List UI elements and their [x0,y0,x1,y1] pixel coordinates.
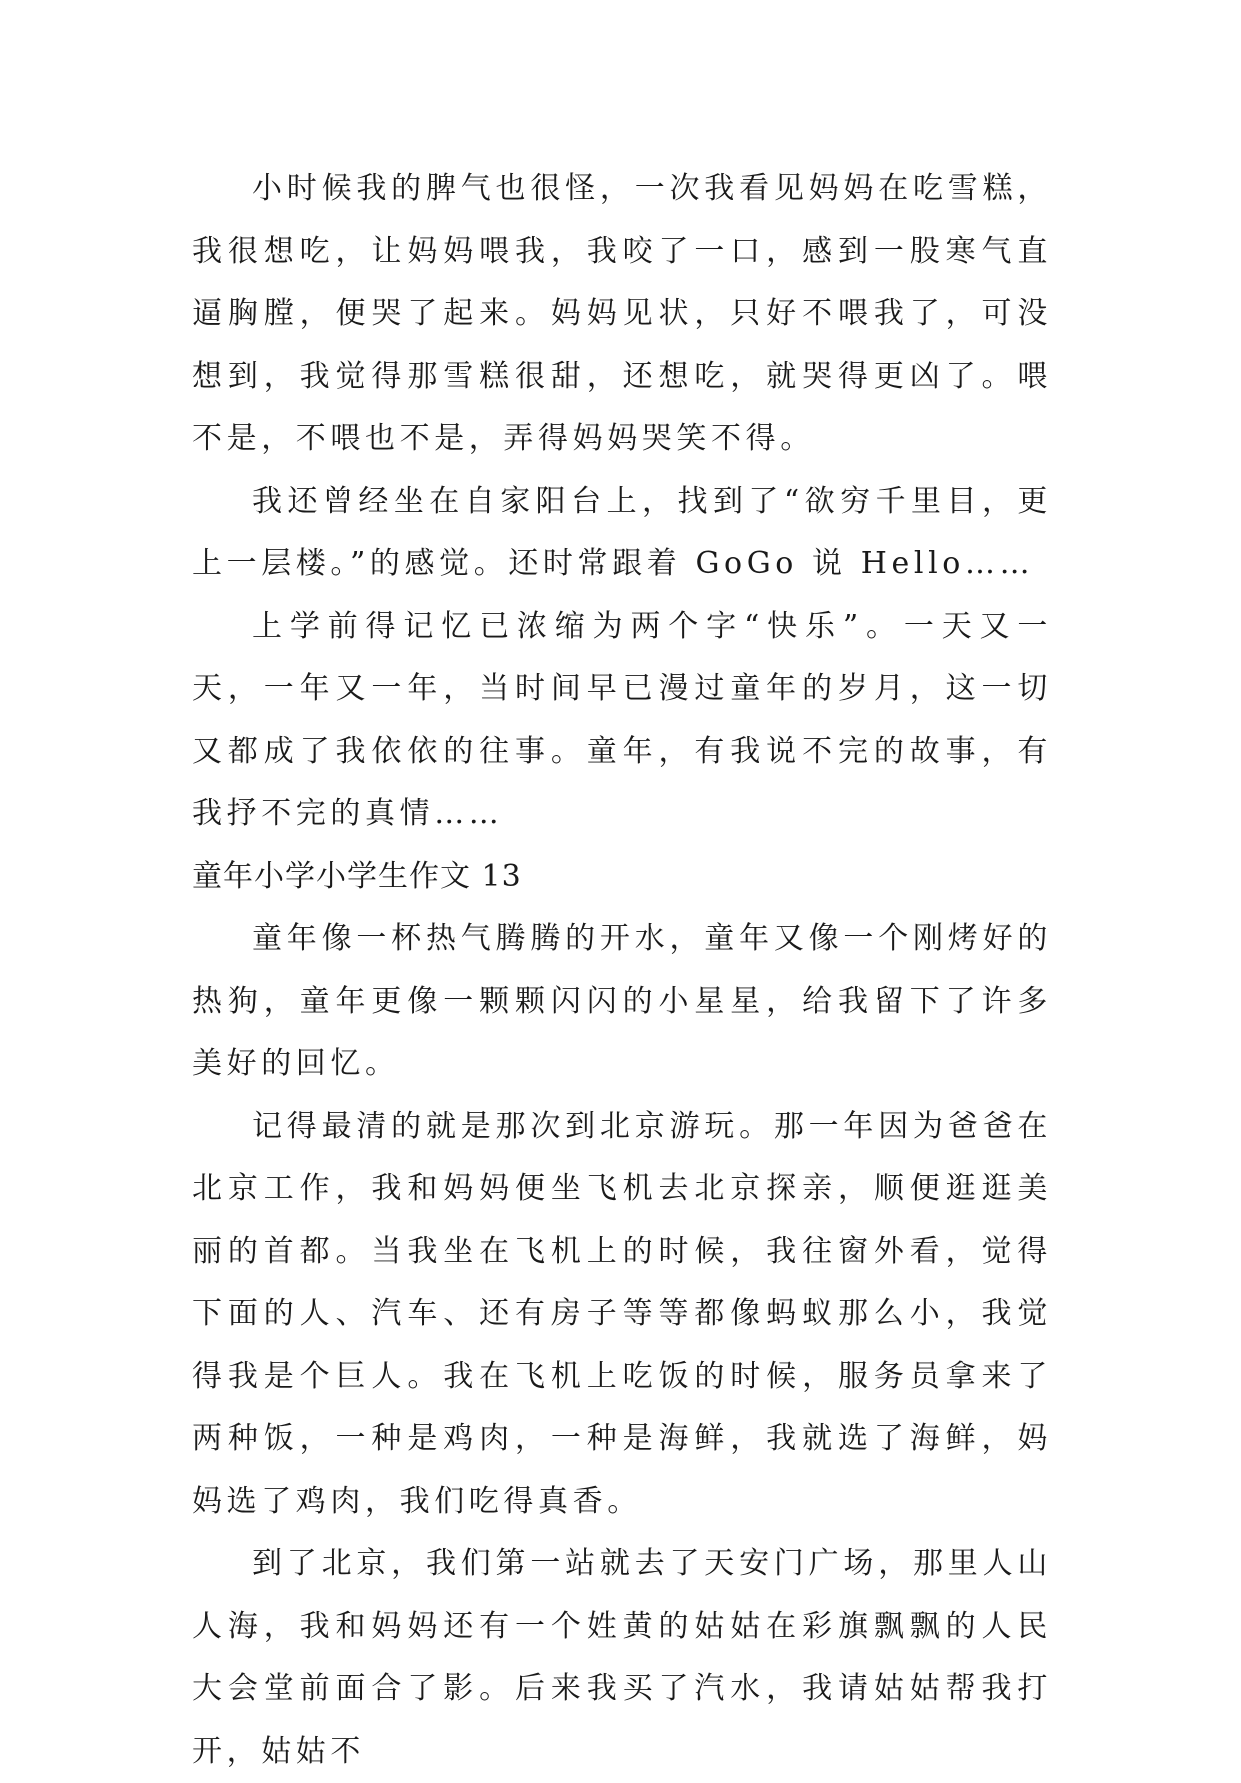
paragraph-happy-memories: 上学前得记忆已浓缩为两个字“快乐”。一天又一天，一年又一年，当时间早已漫过童年的岁月，这一切又都成了我依依的往事。童年，有我说不完的故事，有我抒不完的真情…… [192,608,1052,831]
paragraph-beijing-trip: 记得最清的就是那次到北京游玩。那一年因为爸爸在北京工作，我和妈妈便坐飞机去北京探亲，顺便逛逛美丽的首都。当我坐在飞机上的时候，我往窗外看，觉得下面的人、汽车、还有房子等等都像蚂蚁那么小，我觉得我是个巨人。我在飞机上吃饭的时候，服务员拿来了两种饭，一种是鸡肉，一种是海鲜，我就选了海鲜，妈妈选了鸡肉，我们吃得真香。 [192,1108,1052,1519]
paragraph-snow-cone: 小时候我的脾气也很怪，一次我看见妈妈在吃雪糕，我很想吃，让妈妈喂我，我咬了一口，感到一股寒气直逼胸膛，便哭了起来。妈妈见状，只好不喂我了，可没想到，我觉得那雪糕很甜，还想吃，就哭得更凶了。喂不是，不喂也不是，弄得妈妈哭笑不得。 [192,171,1052,456]
paragraph-childhood-metaphor: 童年像一杯热气腾腾的开水，童年又像一个刚烤好的热狗，童年更像一颗颗闪闪的小星星，给我留下了许多美好的回忆。 [192,921,1052,1081]
paragraph-balcony: 我还曾经坐在自家阳台上，找到了“欲穷千里目，更上一层楼。”的感觉。还时常跟着 GoGo 说 Hello…… [192,483,1052,581]
paragraph-tiananmen: 到了北京，我们第一站就去了天安门广场，那里人山人海，我和妈妈还有一个姓黄的姑姑在彩旗飘飘的人民大会堂前面合了影。后来我买了汽水，我请姑姑帮我打开，姑姑不 [192,1546,1052,1769]
essay-heading: 童年小学小学生作文 13 [192,858,522,894]
document-body [192,158,1052,1783]
